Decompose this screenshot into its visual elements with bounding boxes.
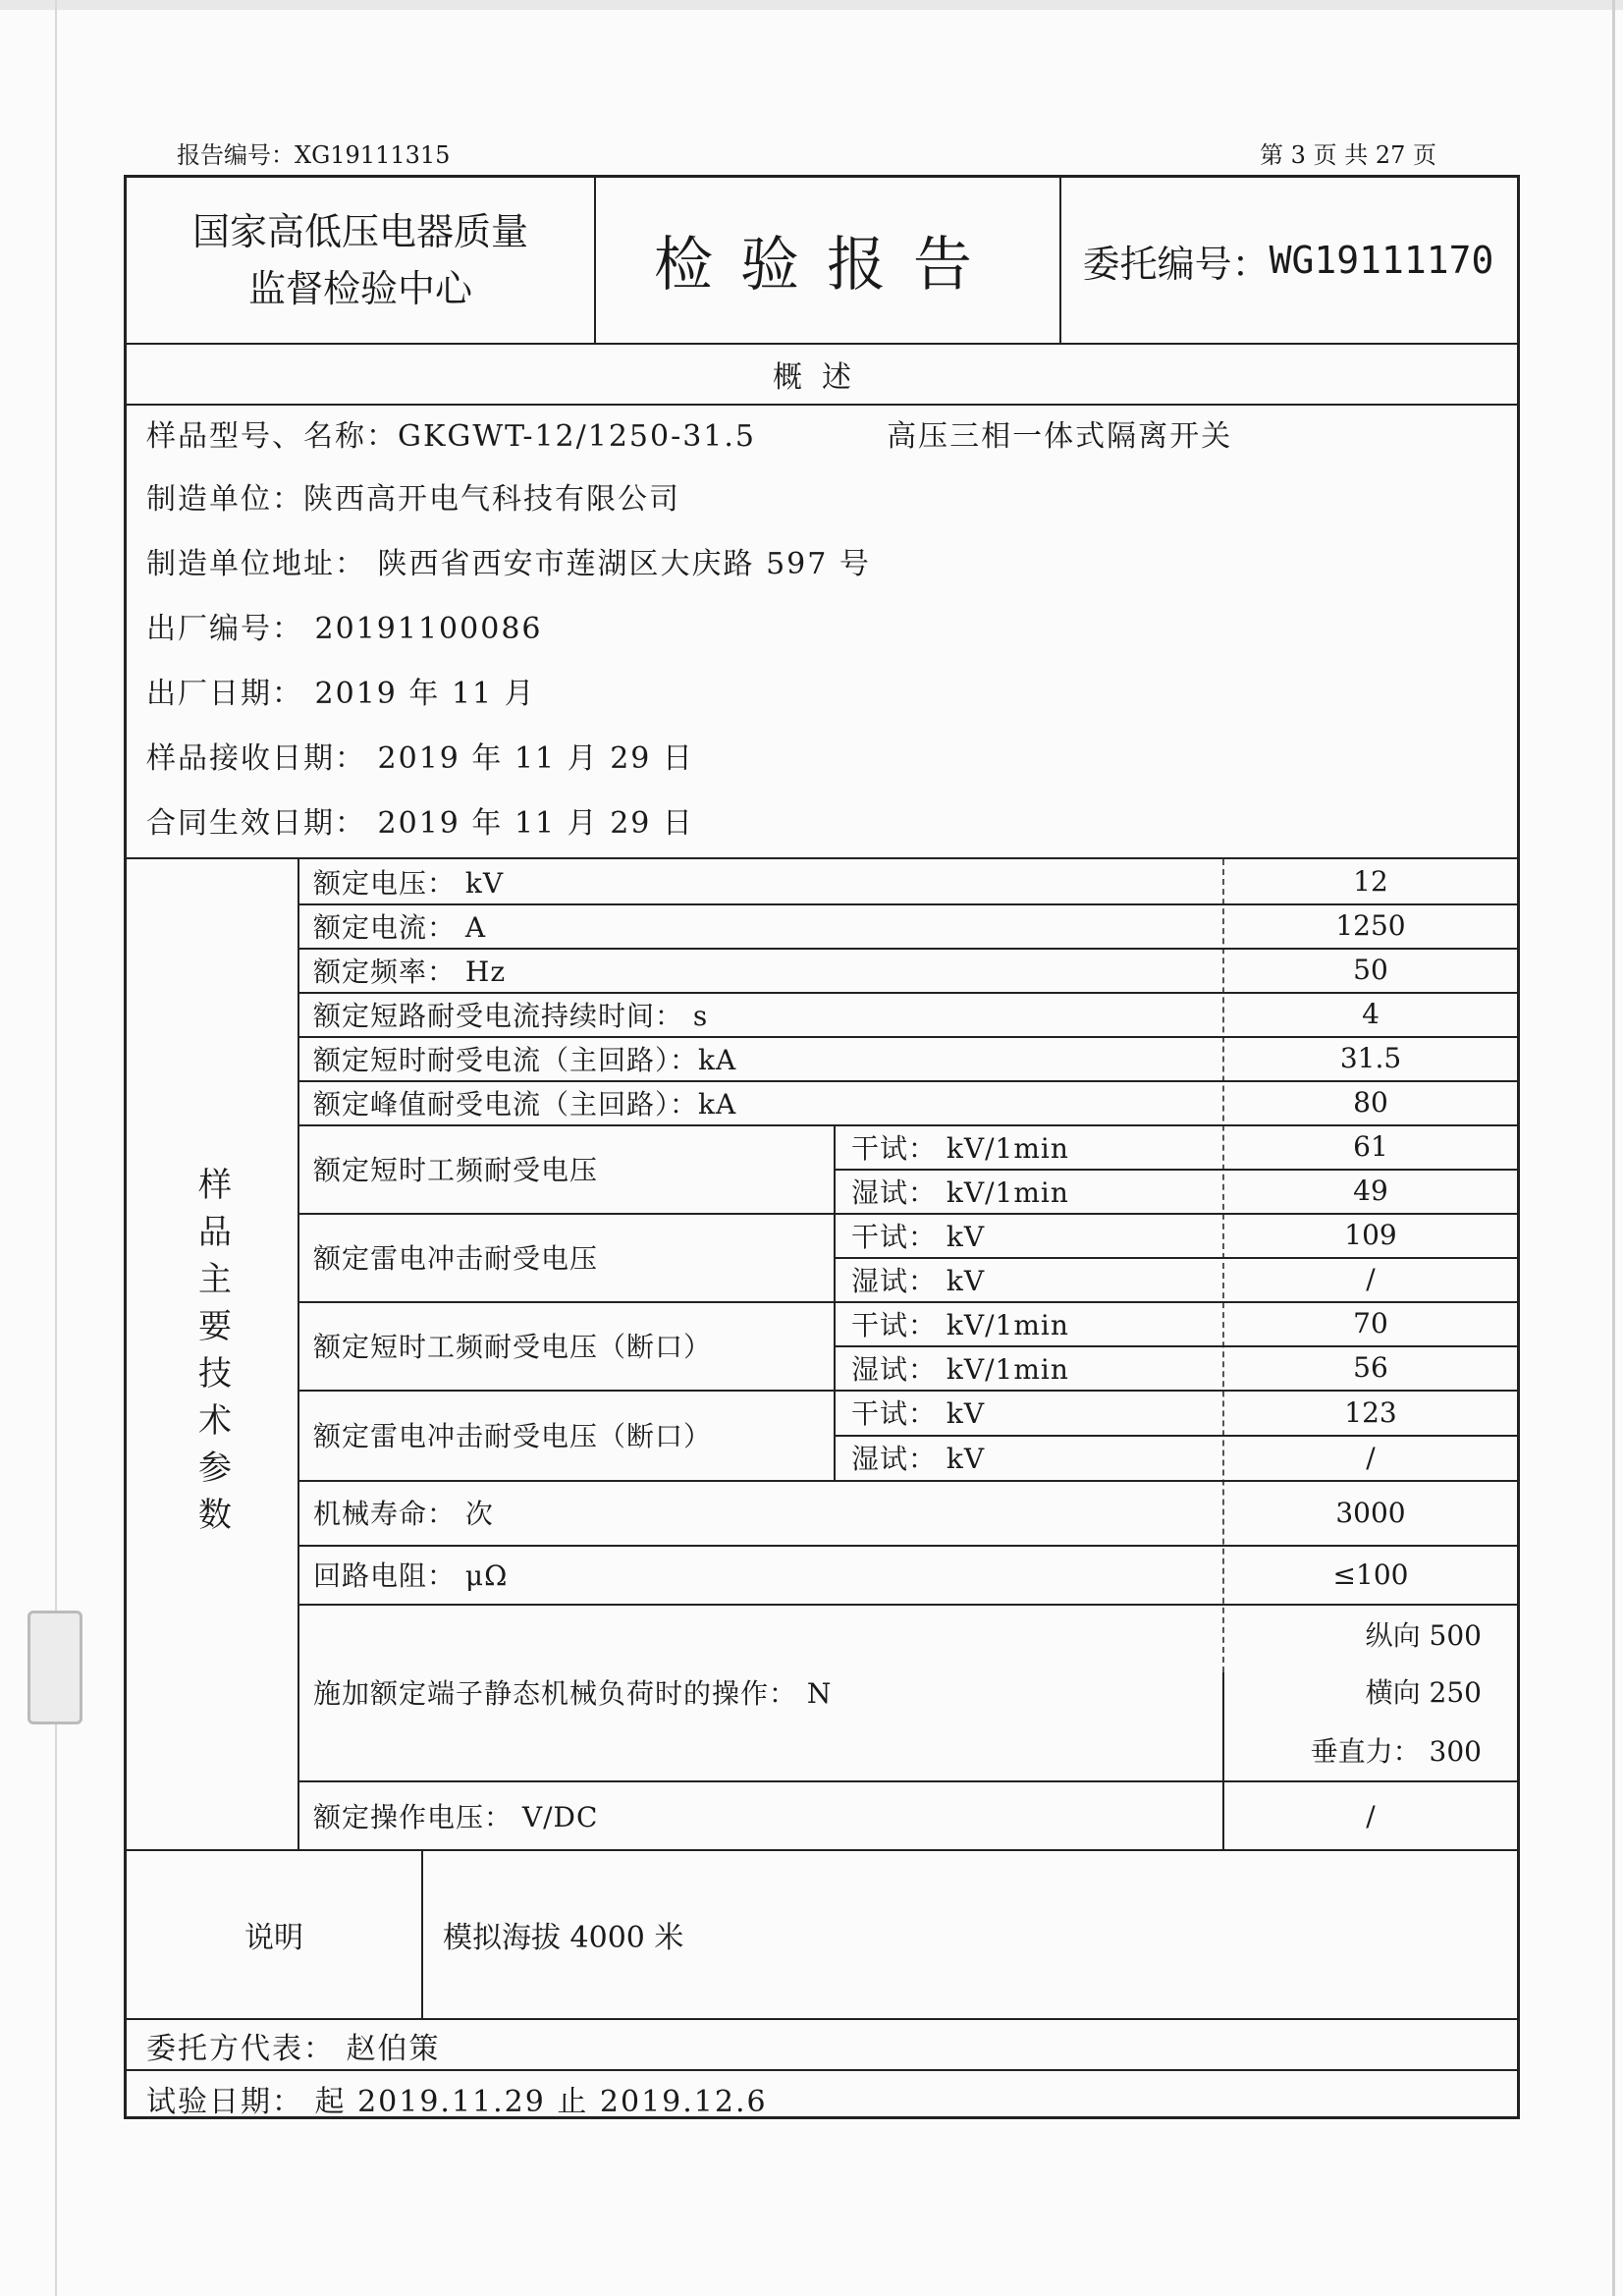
org-line-2: 监督检验中心	[247, 267, 472, 310]
sample-name: 高压三相一体式隔离开关	[887, 419, 1233, 454]
report-frame	[124, 175, 1520, 2119]
scan-top-edge	[0, 0, 1623, 10]
group-label: 额定雷电冲击耐受电压	[313, 1242, 599, 1275]
mechanical-life-label: 机械寿命： 次	[313, 1498, 494, 1530]
param-value: 12	[1353, 865, 1388, 898]
representative-row	[127, 2016, 1517, 2071]
operating-voltage-label: 额定操作电压： V/DC	[313, 1801, 599, 1833]
group-label: 额定短时工频耐受电压	[313, 1154, 599, 1186]
remark-text: 模拟海拔 4000 米	[443, 1921, 684, 1955]
subtest-value: /	[1366, 1263, 1376, 1295]
subtest-label: 干试： kV	[851, 1220, 986, 1253]
param-label: 额定短时耐受电流（主回路）：kA	[313, 1043, 737, 1076]
org-line-1: 国家高低压电器质量	[191, 210, 528, 253]
scan-left-edge	[55, 0, 57, 2296]
technical-parameters-table	[127, 857, 1517, 1851]
operating-voltage-value: /	[1366, 1799, 1376, 1832]
terminal-load-vertical: 垂直力： 300	[1310, 1735, 1482, 1768]
overview-heading: 概述	[127, 345, 1517, 406]
param-label: 额定短路耐受电流持续时间： s	[313, 999, 709, 1032]
param-value: 50	[1353, 954, 1388, 986]
loop-resistance-label: 回路电阻： μΩ	[313, 1559, 509, 1592]
subtest-label: 干试： kV/1min	[851, 1308, 1069, 1341]
contract-date-line: 合同生效日期： 2019 年 11 月 29 日	[146, 806, 694, 841]
params-side-label: 样品主要技术参数	[127, 859, 299, 1851]
group-label: 额定雷电冲击耐受电压（断口）	[313, 1420, 713, 1452]
subtest-label: 湿试： kV	[851, 1443, 986, 1475]
subtest-value: 109	[1344, 1219, 1397, 1251]
terminal-load-transverse: 横向 250	[1365, 1676, 1482, 1709]
subtest-value: /	[1366, 1441, 1376, 1474]
terminal-load-label: 施加额定端子静态机械负荷时的操作： N	[313, 1677, 833, 1710]
organization-name	[127, 178, 596, 343]
sample-model-line	[146, 411, 1232, 455]
report-title: 检验报告	[594, 178, 1061, 343]
remark-label: 说明	[127, 1851, 423, 2018]
remark-row	[127, 1849, 1517, 2020]
page-info: 第 3 页 共 27 页	[1260, 141, 1436, 169]
staple-mark	[27, 1611, 82, 1724]
subtest-label: 湿试： kV/1min	[851, 1175, 1069, 1209]
param-value: 80	[1353, 1086, 1388, 1119]
subtest-label: 干试： kV	[851, 1397, 986, 1430]
group-label: 额定短时工频耐受电压（断口）	[313, 1331, 713, 1363]
client-representative: 委托方代表： 赵伯策	[146, 2032, 441, 2066]
loop-resistance-value: ≤100	[1332, 1558, 1409, 1591]
sample-model: GKGWT-12/1250-31.5	[398, 419, 757, 454]
subtest-label: 湿试： kV/1min	[851, 1352, 1069, 1386]
manufacturer-line: 制造单位：陕西高开电气科技有限公司	[146, 482, 680, 517]
test-date: 试验日期： 起 2019.11.29 止 2019.12.6	[146, 2085, 768, 2119]
receipt-date-line: 样品接收日期： 2019 年 11 月 29 日	[146, 741, 694, 776]
factory-number-line: 出厂编号： 20191100086	[146, 612, 543, 646]
commission-number	[1059, 178, 1517, 343]
subtest-label: 湿试： kV	[851, 1264, 986, 1297]
subtest-label: 干试： kV/1min	[851, 1131, 1069, 1165]
scan-right-edge	[1612, 0, 1615, 2296]
param-value: 4	[1362, 998, 1380, 1030]
param-value: 31.5	[1339, 1042, 1402, 1074]
mechanical-life-value: 3000	[1335, 1496, 1406, 1529]
subtest-value: 49	[1353, 1175, 1388, 1207]
param-label: 额定电压： kV	[313, 866, 505, 900]
report-number: 报告编号：XG19111315	[177, 141, 451, 169]
subtest-value: 56	[1353, 1351, 1388, 1384]
param-label: 额定频率： Hz	[313, 955, 507, 988]
title-row	[127, 178, 1517, 345]
subtest-value: 123	[1344, 1395, 1397, 1429]
subtest-value: 61	[1353, 1130, 1388, 1163]
commission-label: 委托编号：	[1082, 242, 1270, 286]
factory-date-line: 出厂日期： 2019 年 11 月	[146, 677, 536, 711]
param-label: 额定峰值耐受电流（主回路）：kA	[313, 1087, 737, 1121]
sample-model-label: 样品型号、名称：	[146, 419, 398, 454]
terminal-load-longitudinal: 纵向 500	[1365, 1619, 1482, 1652]
subtest-value: 70	[1353, 1307, 1388, 1339]
address-line: 制造单位地址： 陕西省西安市莲湖区大庆路 597 号	[146, 547, 871, 581]
commission-value: WG19111170	[1269, 239, 1494, 282]
param-value: 1250	[1335, 909, 1406, 942]
param-label: 额定电流： A	[313, 910, 487, 944]
